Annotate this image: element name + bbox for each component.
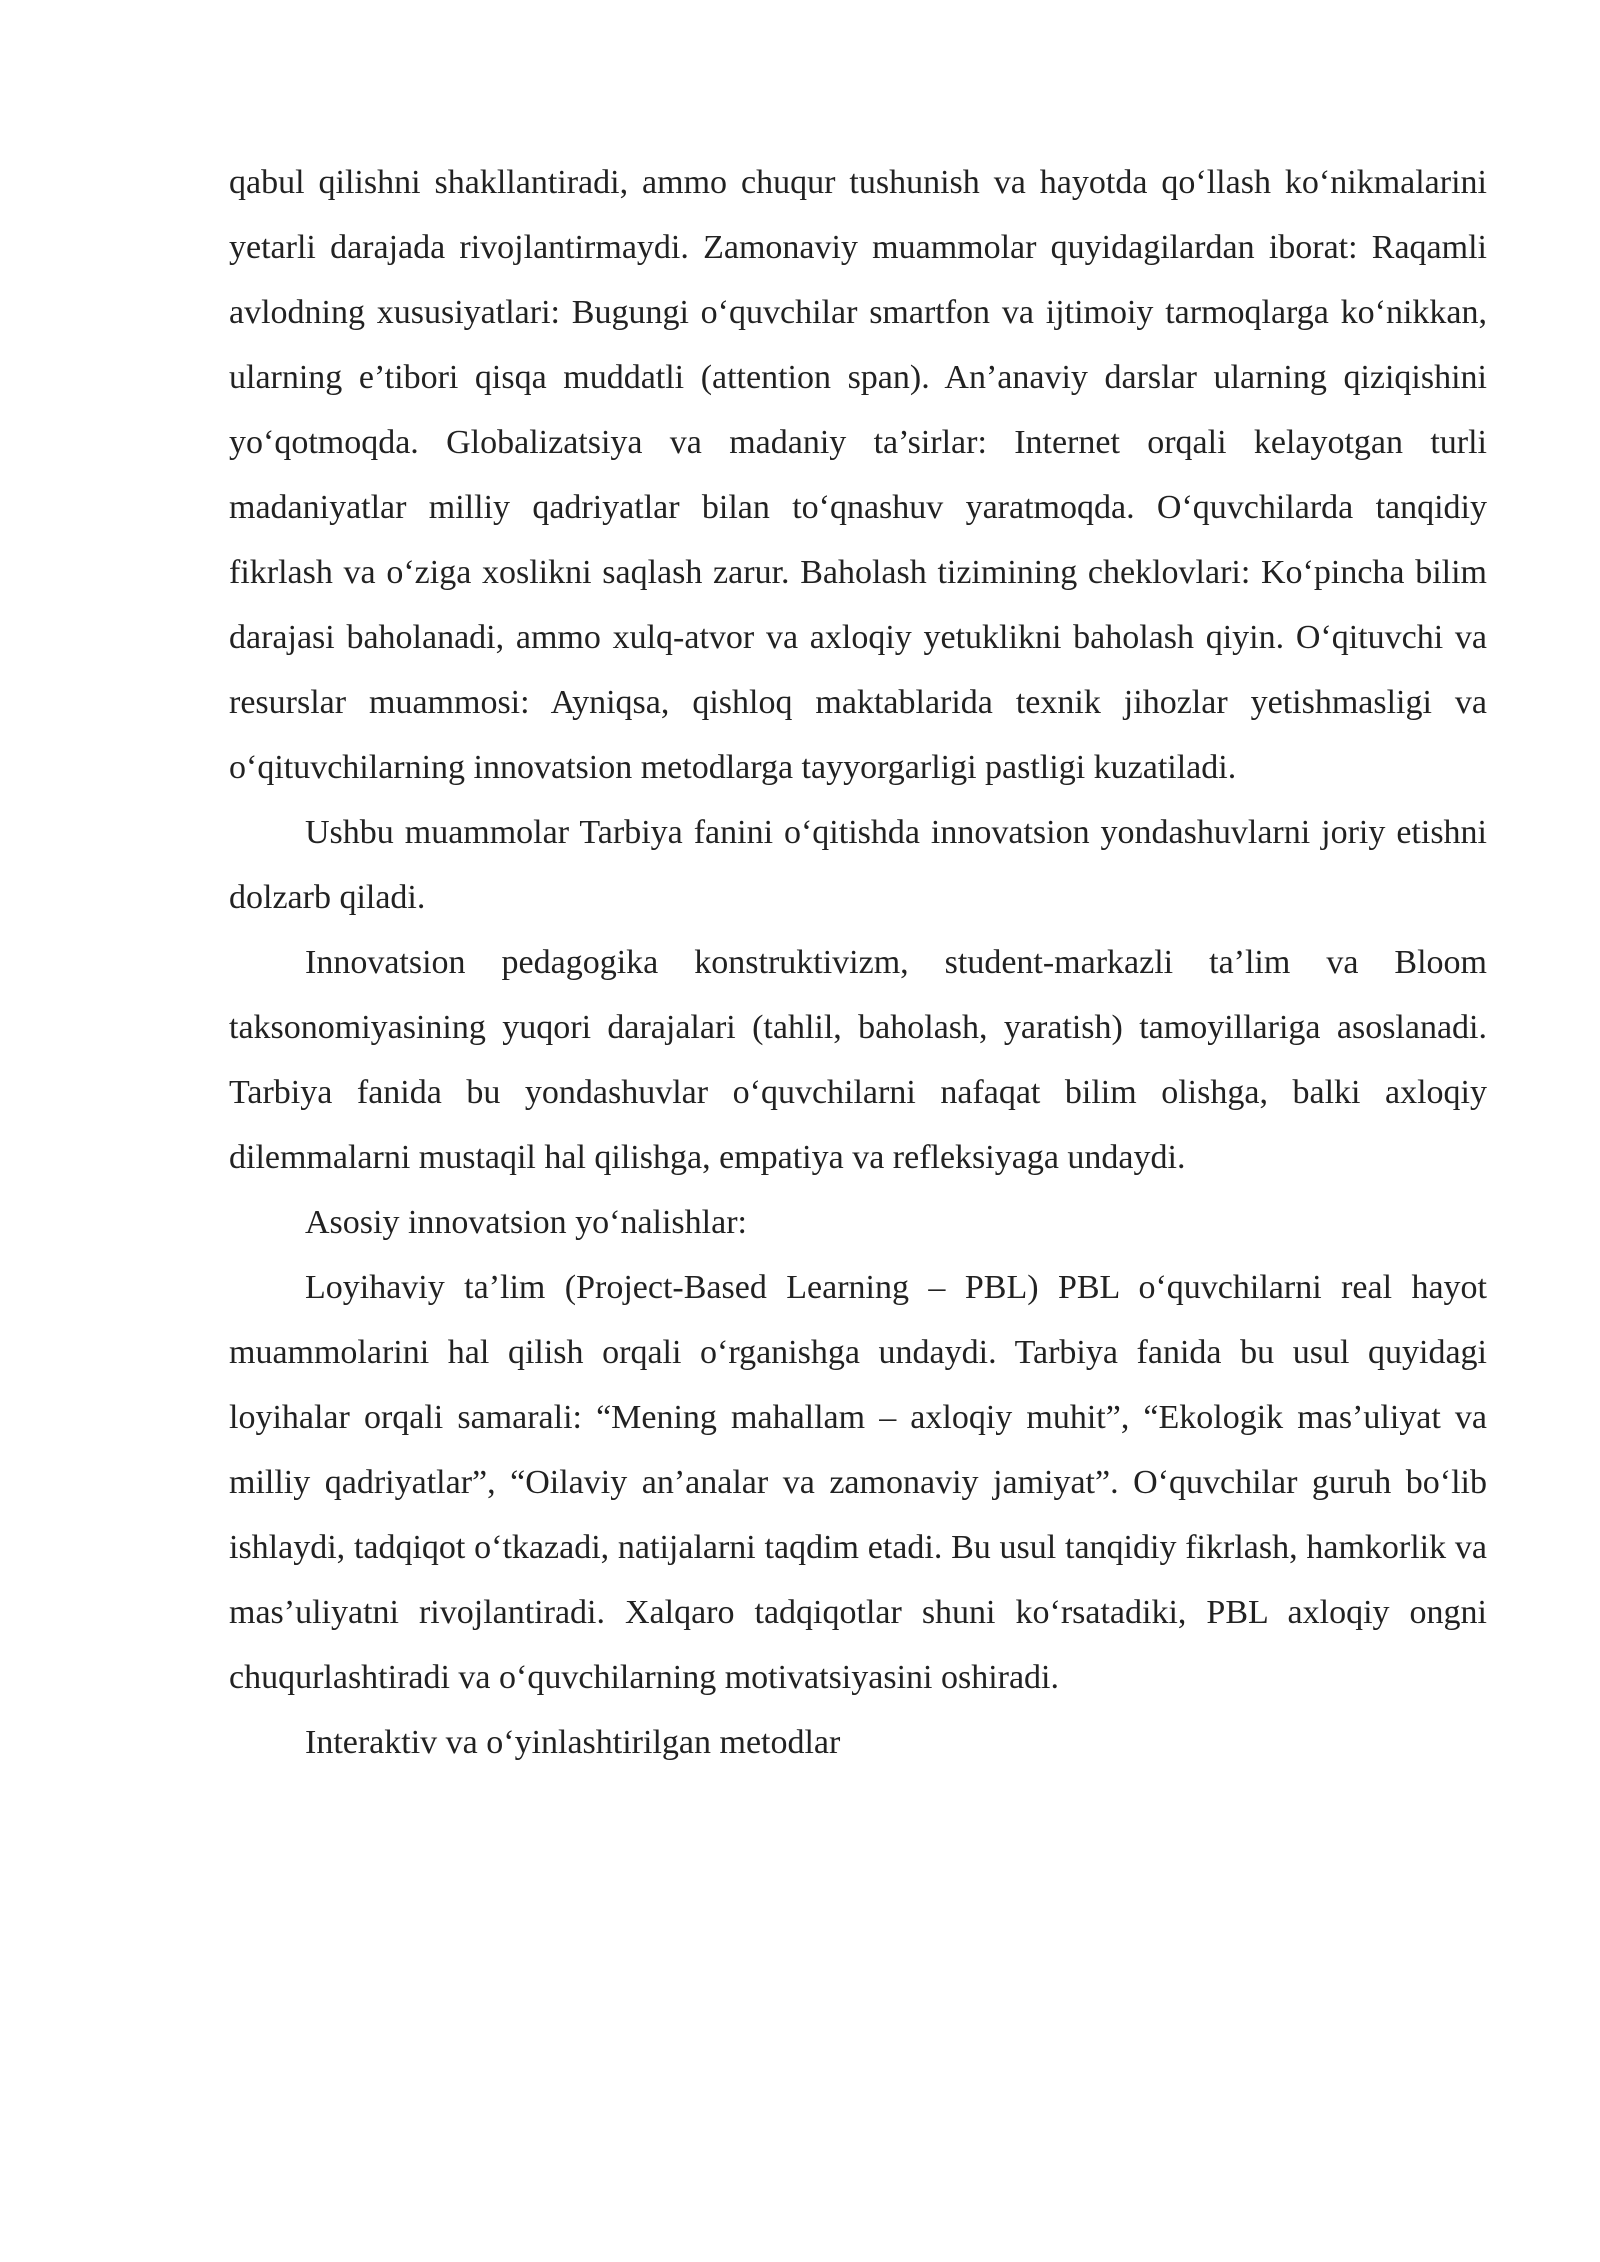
paragraph-innovative-pedagogy: Innovatsion pedagogika konstruktivizm, student-markazli ta’lim va Bloom taksonomiyasining yuqori darajalari (tahlil, baholash, yaratish) tamoyillariga asoslanadi. Tarbiya fanida bu yondashuvlar o‘quvchilarni nafaqat bilim olishga, balki axloqiy dilemmalarni mustaqil hal qilishga, empatiya va refleksiyaga undaydi.	[229, 944, 1487, 1176]
paragraph-main-directions: Asosiy innovatsion yo‘nalishlar:	[305, 1204, 747, 1241]
paragraph-relevance: Ushbu muammolar Tarbiya fanini o‘qitishda innovatsion yondashuvlarni joriy etishni dolzarb qiladi.	[229, 814, 1487, 916]
paragraph-challenges: qabul qilishni shakllantiradi, ammo chuqur tushunish va hayotda qo‘llash ko‘nikmalarini yetarli darajada rivojlantirmaydi. Zamonaviy muammolar quyidagilardan iborat: Raqamli avlodning xususiyatlari: Bugungi o‘quvchilar smartfon va ijtimoiy tarmoqlarga ko‘nikkan, ularning e’tibori qisqa muddatli (attention span). An’anaviy darslar ularning qiziqishini yo‘qotmoqda. Globalizatsiya va madaniy ta’sirlar: Internet orqali kelayotgan turli madaniyatlar milliy qadriyatlar bilan to‘qnashuv yaratmoqda. O‘quvchilarda tanqidiy fikrlash va o‘ziga xoslikni saqlash zarur. Baholash tizimining cheklovlari: Ko‘pincha bilim darajasi baholanadi, ammo xulq-atvor va axloqiy yetuklikni baholash qiyin. O‘qituvchi va resurslar muammosi: Ayniqsa, qishloq maktablarida texnik jihozlar yetishmasligi va o‘qituvchilarning innovatsion metodlarga tayyorgarligi pastligi kuzatiladi.	[229, 164, 1487, 786]
document-body	[229, 150, 1487, 1775]
paragraph-interactive-methods: Interaktiv va o‘yinlashtirilgan metodlar	[305, 1724, 841, 1761]
paragraph-project-based-learning: Loyihaviy ta’lim (Project-Based Learning – PBL) PBL o‘quvchilarni real hayot muammolarini hal qilish orqali o‘rganishga undaydi. Tarbiya fanida bu usul quyidagi loyihalar orqali samarali: “Mening mahallam – axloqiy muhit”, “Ekologik mas’uliyat va milliy qadriyatlar”, “Oilaviy an’analar va zamonaviy jamiyat”. O‘quvchilar guruh bo‘lib ishlaydi, tadqiqot o‘tkazadi, natijalarni taqdim etadi. Bu usul tanqidiy fikrlash, hamkorlik va mas’uliyatni rivojlantiradi. Xalqaro tadqiqotlar shuni ko‘rsatadiki, PBL axloqiy ongni chuqurlashtiradi va o‘quvchilarning motivatsiyasini oshiradi.	[229, 1269, 1487, 1696]
